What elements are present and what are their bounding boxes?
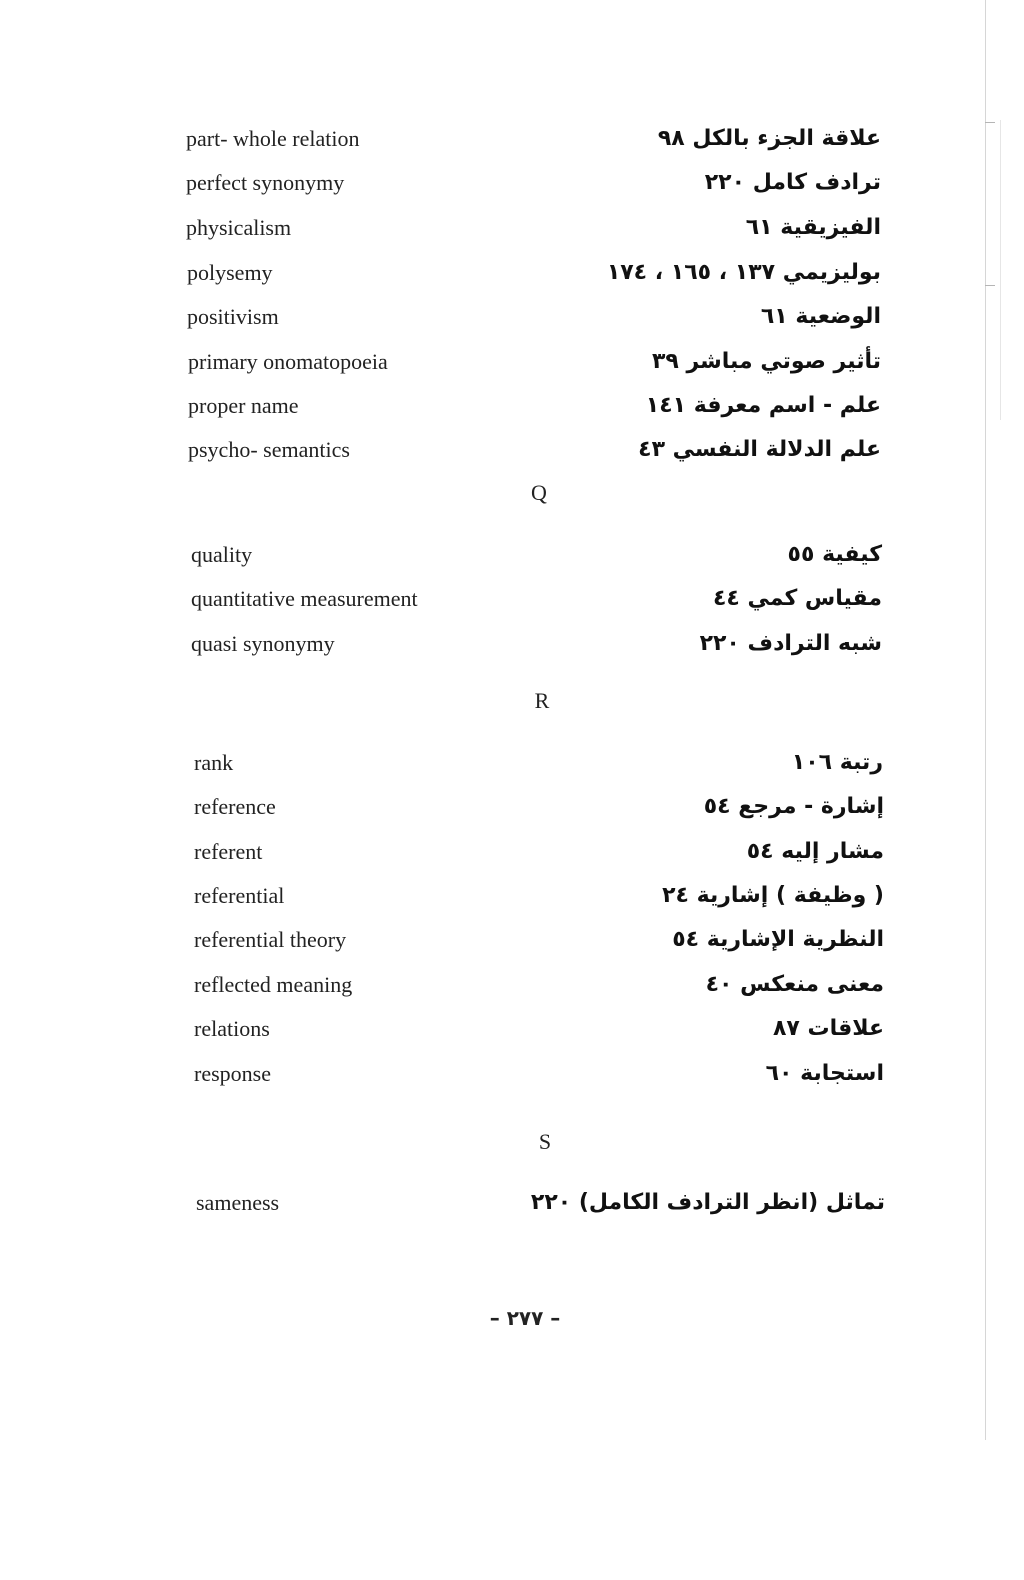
term-ar: النظرية الإشارية ٥٤ [672,927,884,952]
term-en: quantitative measurement [191,586,418,611]
term-ar: تأثير صوتي مباشر ٣٩ [651,349,881,374]
term-ar: إشارة - مرجع ٥٤ [703,794,884,819]
term-en: reference [194,794,276,819]
term-en: referent [194,839,263,864]
term-en: referential [194,883,285,908]
term-ar: رتبة ١٠٦ [791,750,883,775]
scan-edge-line [1000,120,1001,420]
term-ar: مشار إليه ٥٤ [746,839,884,864]
term-en: referential theory [194,927,347,952]
term-ar: بوليزيمي ١٣٧ ، ١٦٥ ، ١٧٤ [606,260,881,285]
term-en: sameness [196,1190,280,1215]
term-en: quasi synonymy [191,631,335,656]
term-en: reflected meaning [194,972,353,997]
term-ar: تماثل (انظر الترادف الكامل) ٢٢٠ [530,1190,885,1215]
term-ar: معنى منعكس ٤٠ [705,972,884,997]
term-en: perfect synonymy [186,170,345,195]
term-ar: ( وظيفة ) إشارية ٢٤ [662,883,884,908]
term-en: rank [194,750,234,775]
term-ar: علم - اسم معرفة ١٤١ [645,393,881,418]
term-ar: استجابة ٦٠ [765,1061,884,1086]
term-ar: كيفية ٥٥ [787,542,882,567]
term-ar: علم الدلالة النفسي ٤٣ [638,437,881,462]
term-en: physicalism [186,215,292,240]
term-ar: ترادف كامل ٢٢٠ [704,170,881,195]
term-en: psycho- semantics [188,437,350,462]
term-en: quality [191,542,253,567]
scan-edge-line [985,0,986,1440]
section-letter-s: S [538,1129,552,1154]
term-ar: شبه الترادف ٢٢٠ [699,631,882,656]
term-en: relations [194,1016,270,1041]
term-en: polysemy [187,260,273,285]
section-letter-r: R [534,688,550,713]
term-ar: الوضعية ٦١ [760,304,881,329]
term-en: response [194,1061,271,1086]
page-number: – ٢٧٧ – [489,1306,561,1330]
term-ar: علاقات ٨٧ [772,1016,884,1041]
term-en: positivism [187,304,279,329]
term-en: part- whole relation [186,126,360,151]
term-ar: مقياس كمي ٤٤ [712,586,882,611]
section-letter-q: Q [531,480,547,505]
term-en: proper name [188,393,299,418]
term-ar: علاقة الجزء بالكل ٩٨ [657,126,881,151]
term-ar: الفيزيقية ٦١ [745,215,881,240]
term-en: primary onomatopoeia [188,349,388,374]
scan-tick-mark [985,122,995,123]
scan-tick-mark [985,285,995,286]
